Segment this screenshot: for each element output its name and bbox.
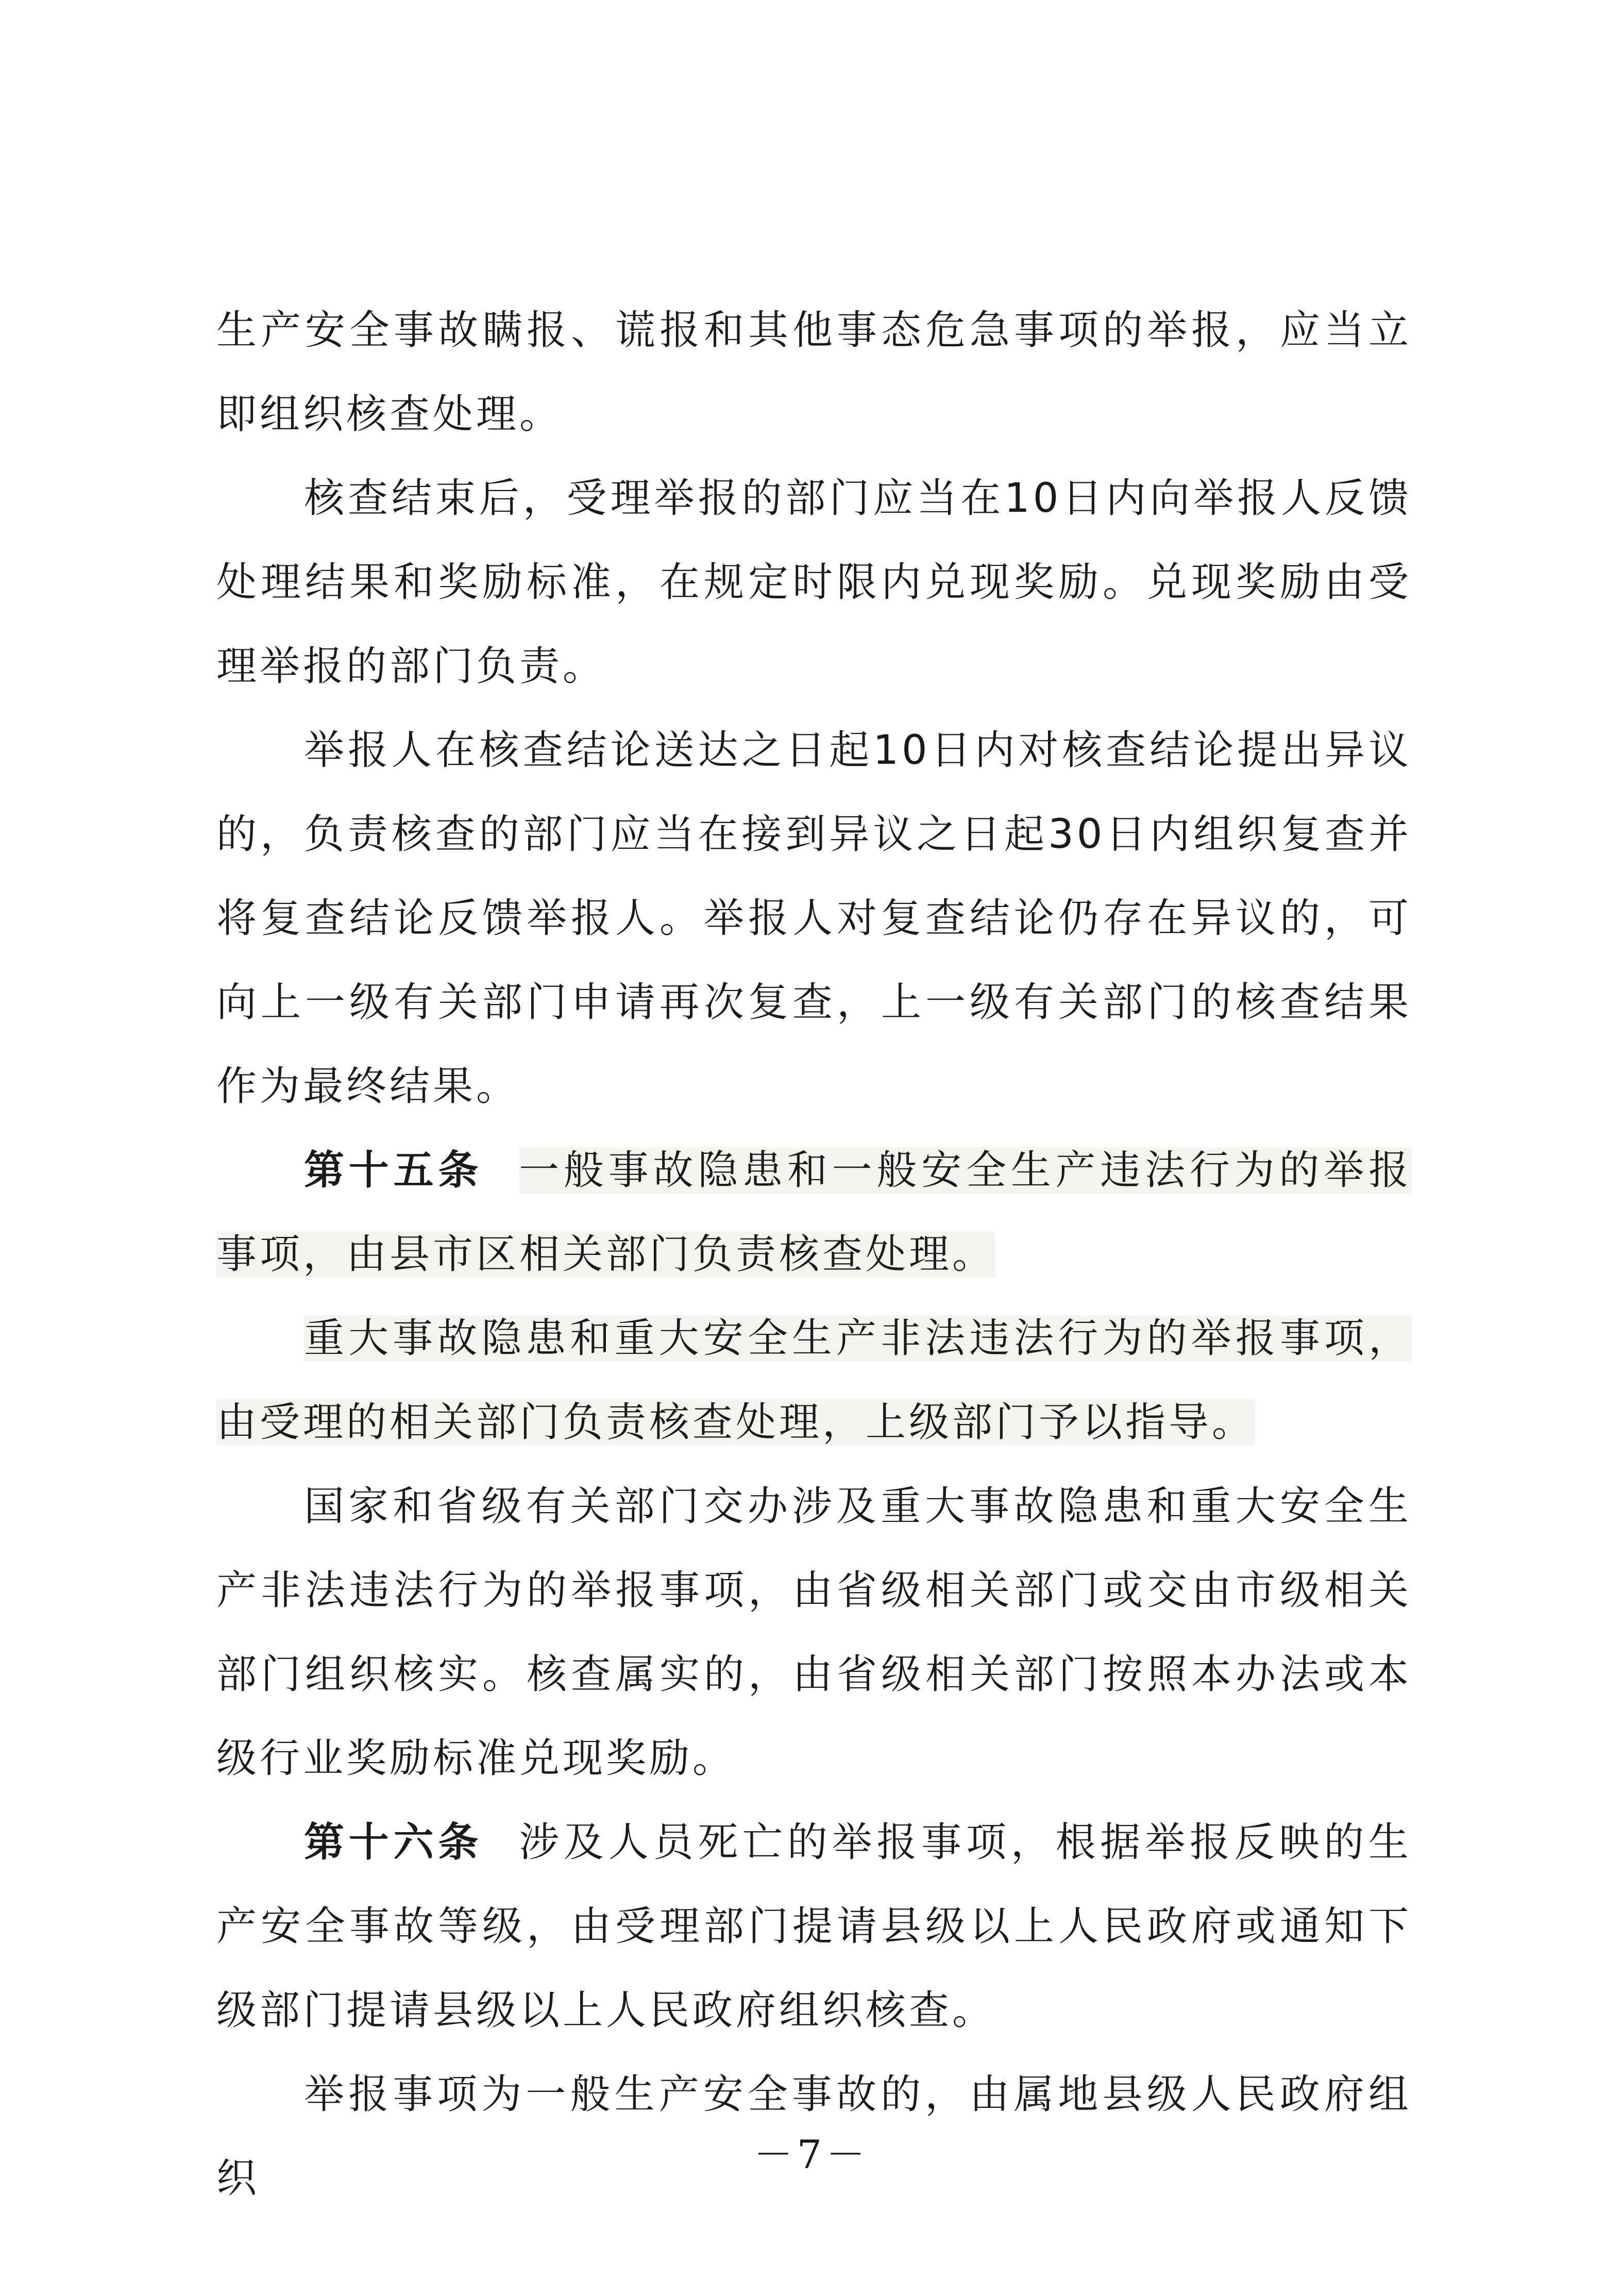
paragraph-objection bbox=[216, 709, 1412, 1129]
paragraph-continuation bbox=[216, 289, 1412, 457]
article-heading: 第十六条 bbox=[304, 1819, 483, 1866]
paragraph-text: 国家和省级有关部门交办涉及重大事故隐患和重大安全生产非法违法行为的举报事项，由省级相关部门或交由市级相关部门组织核实。核查属实的，由省级相关部门按照本办法或本级行业奖励标准兑现奖励。 bbox=[216, 1483, 1412, 1782]
article-15 bbox=[216, 1129, 1412, 1297]
paragraph-major-hazard bbox=[216, 1297, 1412, 1465]
paragraph-feedback bbox=[216, 457, 1412, 709]
paragraph-text: 举报人在核查结论送达之日起10日内对核查结论提出异议的，负责核查的部门应当在接到异议之日起30日内组织复查并将复查结论反馈举报人。举报人对复查结论仍存在异议的，可向上一级有关部门申请再次复查，上一级有关部门的核查结果作为最终结果。 bbox=[216, 727, 1412, 1110]
paragraph-text: 涉及人员死亡的举报事项，根据举报反映的生产安全事故等级，由受理部门提请县级以上人民政府或通知下级部门提请县级以上人民政府组织核查。 bbox=[216, 1819, 1412, 2034]
paragraph-text: 一般事故隐患和一般安全生产违法行为的举报事项，由县市区相关部门负责核查处理。 bbox=[216, 1147, 1412, 1278]
page-number: －7－ bbox=[753, 2132, 870, 2177]
paragraph-text: 举报事项为一般生产安全事故的，由属地县级人民政府组织 bbox=[216, 2071, 1412, 2202]
paragraph-text: 生产安全事故瞒报、谎报和其他事态危急事项的举报，应当立即组织核查处理。 bbox=[216, 307, 1412, 438]
article-heading: 第十五条 bbox=[304, 1147, 483, 1194]
paragraph-text: 核查结束后，受理举报的部门应当在10日内向举报人反馈处理结果和奖励标准，在规定时限内兑现奖励。兑现奖励由受理举报的部门负责。 bbox=[216, 475, 1412, 690]
document-body bbox=[216, 289, 1412, 2221]
paragraph-national-provincial bbox=[216, 1465, 1412, 1801]
paragraph-text: 重大事故隐患和重大安全生产非法违法行为的举报事项，由受理的相关部门负责核查处理，上级部门予以指导。 bbox=[216, 1315, 1412, 1446]
article-16 bbox=[216, 1801, 1412, 2053]
